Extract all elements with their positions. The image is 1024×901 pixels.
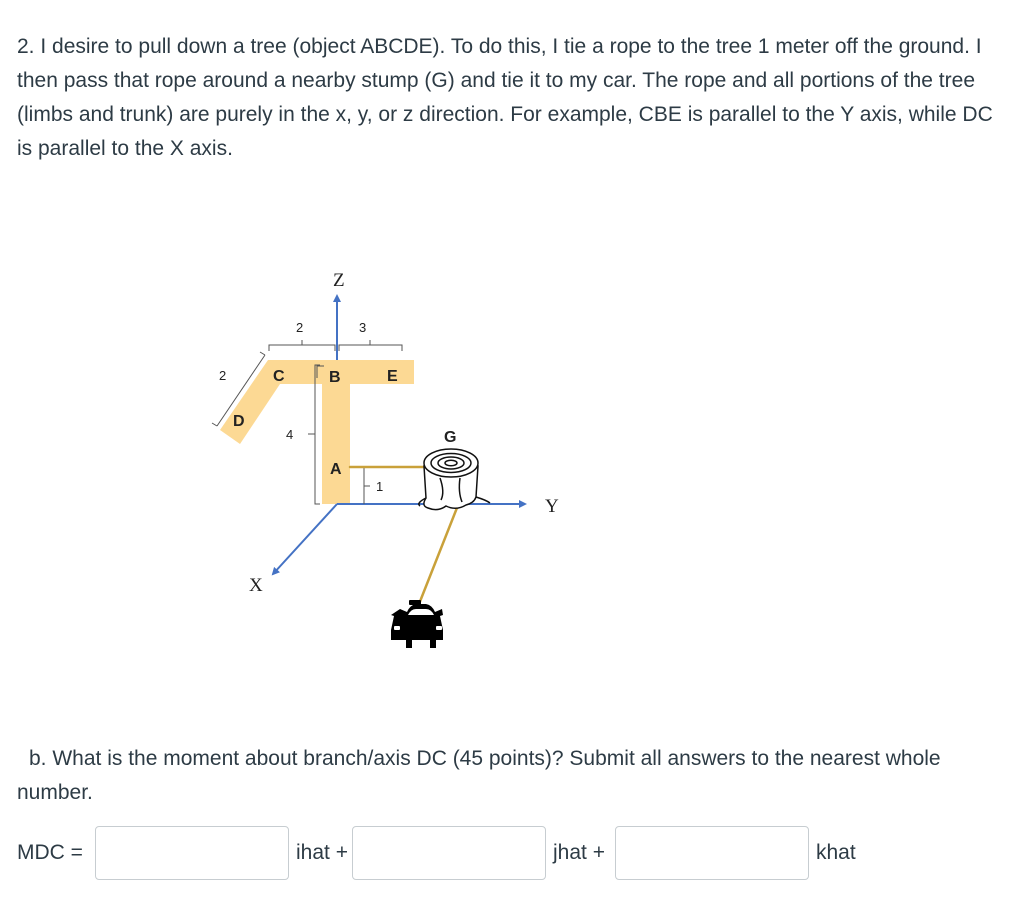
dim-bracket-rope (364, 467, 370, 504)
mdc-i-input[interactable] (95, 826, 289, 880)
point-label-a: A (330, 461, 342, 478)
question-text: 2. I desire to pull down a tree (object ABCDE). To do this, I tie a rope to the tree 1 meter off the ground. I then pass that rope around a nearby stump (G) and tie it to my car. The rope and all portions of the tree (limbs and trunk) are purely in the x, y, or z direction. For example, CBE is parallel to the Y axis, while DC is parallel to the X axis. (17, 35, 993, 160)
sub-question-text: b. What is the moment about branch/axis DC (45 points)? Submit all answers to the nearest whole number. (17, 747, 941, 804)
point-label-b: B (329, 369, 341, 386)
dim-bracket-be (339, 340, 402, 351)
tree-abcde (220, 360, 414, 504)
point-label-d: D (233, 413, 245, 430)
ihat-label: ihat + (296, 841, 348, 864)
x-axis (273, 504, 337, 574)
dim-label-be: 3 (359, 320, 367, 335)
jhat-label: jhat + (553, 841, 605, 864)
dim-bracket-trunk (308, 365, 320, 504)
dim-label-cb: 2 (296, 320, 304, 335)
answer-row (17, 826, 1007, 880)
mdc-k-input[interactable] (615, 826, 809, 880)
mdc-label: MDC = (17, 841, 83, 864)
dim-label-dc: 2 (219, 368, 227, 383)
z-axis-label: Z (333, 270, 345, 291)
point-label-c: C (273, 368, 285, 385)
mdc-j-input[interactable] (352, 826, 546, 880)
x-axis-label: X (249, 575, 263, 596)
car-icon (391, 600, 443, 648)
y-axis-label: Y (545, 496, 559, 517)
dim-label-rope-height: 1 (376, 479, 384, 494)
dim-label-trunk: 4 (286, 427, 294, 442)
point-label-e: E (387, 368, 398, 385)
stump-icon (419, 449, 490, 510)
dim-bracket-cb (269, 340, 335, 351)
khat-label: khat (816, 841, 856, 864)
point-label-g: G (444, 429, 457, 446)
